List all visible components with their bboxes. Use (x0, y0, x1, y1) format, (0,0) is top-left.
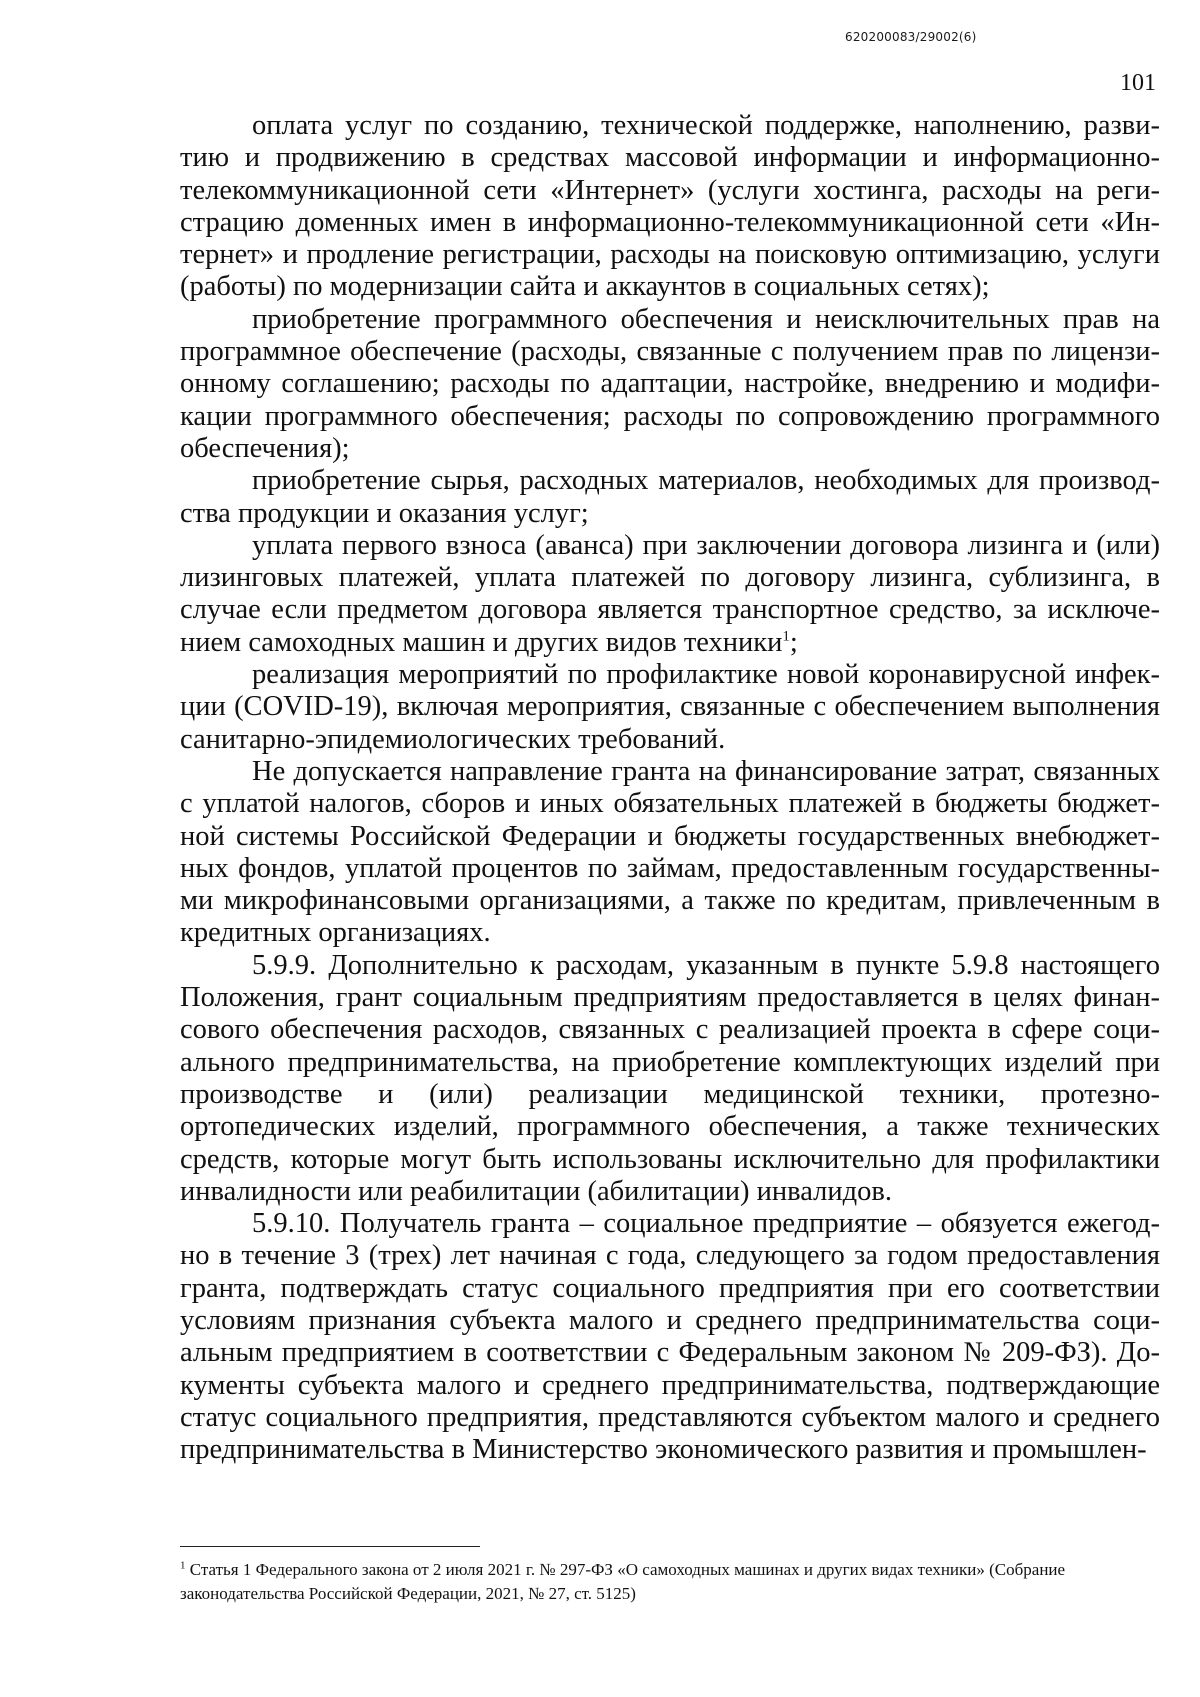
footnote-reference: 1 (782, 628, 790, 645)
paragraph-software-purchase: приобретение программного обеспечения и неисключительных прав на программное обеспечение (расходы, связанные с получением прав по лицензионному соглашению; расходы по адаптации, настройке, внедрению и модификации программного обеспечения; расходы по сопровождению программного обеспечения); (180, 303, 1160, 464)
paragraph-covid: реализация мероприятий по профилактике новой коронавирусной инфекции (COVID-19), включая мероприятия, связанные с обеспечением выполнения санитарно-эпидемиологических требований. (180, 659, 1160, 755)
paragraph-5-9-9: 5.9.9. Дополнительно к расходам, указанным в пункте 5.9.8 настоящего Положения, грант социальным предприятиям предоставляется в целях финансового обеспечения расходов, связанных с реализацией проекта в сфере социального предпринимательства, на приобретение комплектующих изделий при производстве и (или) реализации медицинской техники, протезно-ортопедических изделий, программного обеспечения, а также технических средств, которые могут быть использованы исключительно для профилактики инвалидности или реабилитации (абилитации) инвалидов. (180, 949, 1160, 1207)
paragraph-raw-materials: приобретение сырья, расходных материалов, необходимых для производства продукции и оказания услуг; (180, 465, 1160, 529)
document-body (180, 110, 1160, 1466)
footnote-divider (180, 1546, 480, 1547)
paragraph-5-9-10: 5.9.10. Получатель гранта – социальное предприятие – обязуется ежегодно в течение 3 (трех) лет начиная с года, следующего за годом предоставления гранта, подтверждать статус социального предприятия при его соответствии условиям признания субъекта малого и среднего предпринимательства социальным предприятием в соответствии с Федеральным законом № 209-ФЗ). Документы субъекта малого и среднего предпринимательства, подтверждающие статус социального предприятия, представляются субъектом малого и среднего предпринимательства в Министерство экономического развития и промышлен- (180, 1208, 1160, 1466)
paragraph-restrictions: Не допускается направление гранта на финансирование затрат, связанных с уплатой налогов, сборов и иных обязательных платежей в бюджеты бюджетной системы Российской Федерации и бюджеты государственных внебюджетных фондов, уплатой процентов по займам, предоставленным государственными микрофинансовыми организациями, а также по кредитам, привлеченным в кредитных организациях. (180, 755, 1160, 949)
page-number: 101 (1120, 70, 1156, 96)
footnote-marker: 1 (180, 1559, 186, 1572)
paragraph-leasing-suffix: ; (789, 626, 798, 658)
paragraph-leasing (180, 530, 1160, 659)
paragraph-hosting-services: оплата услуг по созданию, технической поддержке, наполнению, развитию и продвижению в средствах массовой информации и информационно-телекоммуникационной сети «Интернет» (услуги хостинга, расходы на регистрацию доменных имен в информационно-телекоммуникационной сети «Интернет» и продление регистрации, расходы на поисковую оптимизацию, услуги (работы) по модернизации сайта и аккаунтов в социальных сетях); (180, 110, 1160, 303)
document-code: 620200083/29002(6) (845, 30, 977, 44)
paragraph-leasing-text: уплата первого взноса (аванса) при заключении договора лизинга и (или) лизинговых платежей, уплата платежей по договору лизинга, сублизинга, в случае если предметом договора является транспортное средство, за исключением самоходных машин и других видов техники (180, 529, 1160, 658)
footnote-text: Статья 1 Федерального закона от 2 июля 2021 г. № 297-ФЗ «О самоходных машинах и других видах техники» (Собрание законодательства Российской Федерации, 2021, № 27, ст. 5125) (180, 1560, 1066, 1603)
footnote (180, 1558, 1170, 1606)
